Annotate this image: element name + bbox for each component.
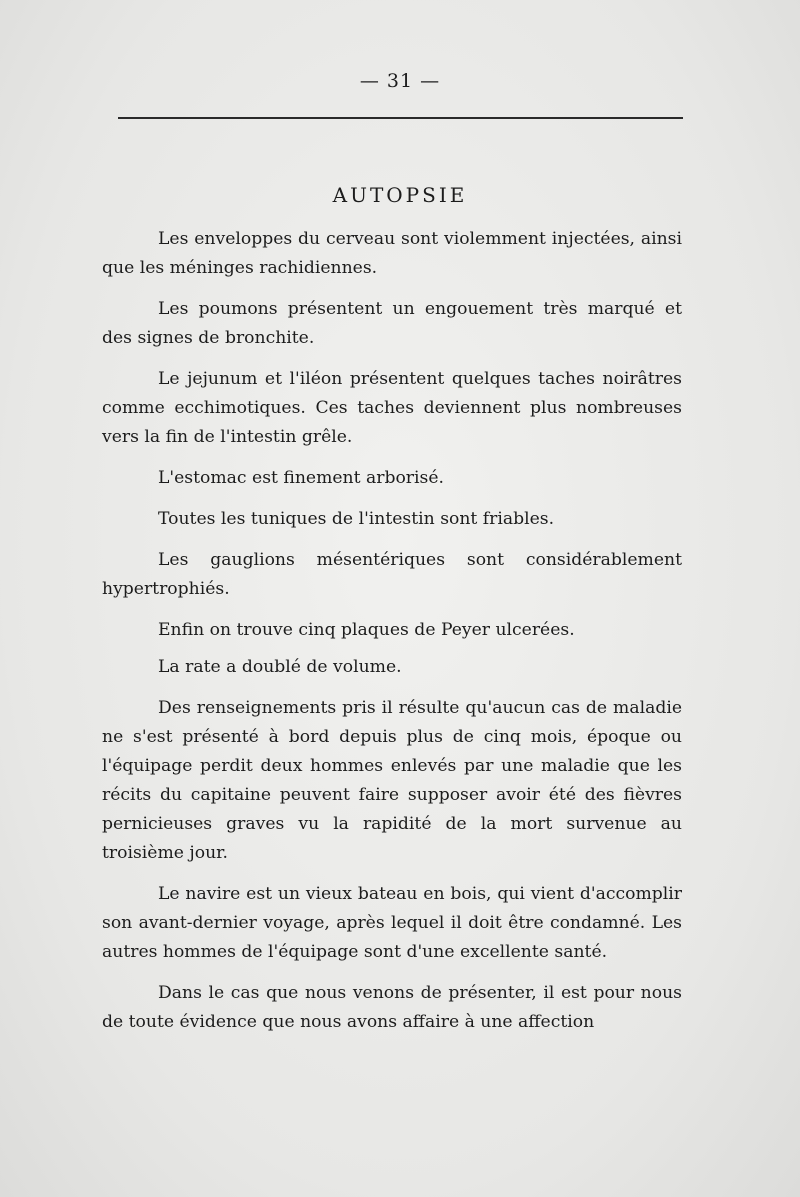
paragraph: Des renseignements pris il résulte qu'aucun cas de maladie ne s'est présenté à bord depuis plus de cinq mois, époque ou l'équipage perdit deux hommes enlevés par une maladie que les récits du capitaine peuvent faire supposer avoir été des fièvres pernicieuses graves vu la rapidité de la mort survenue au troisième jour. — [102, 698, 682, 863]
paragraph: L'estomac est finement arborisé. — [158, 468, 444, 488]
page-number: — 31 — — [359, 70, 441, 92]
paragraph: Enfin on trouve cinq plaques de Peyer ulcerées. — [158, 620, 575, 640]
paragraph: Le jejunum et l'iléon présentent quelques taches noirâtres comme ecchimotiques. Ces taches deviennent plus nombreuses vers la fin de l'intestin grêle. — [102, 369, 682, 447]
body-text — [102, 225, 682, 1049]
paragraph: Le navire est un vieux bateau en bois, qui vient d'accomplir son avant-dernier voyage, après lequel il doit être condamné. Les autres hommes de l'équipage sont d'une excellente santé. — [102, 884, 682, 962]
paragraph: Dans le cas que nous venons de présenter, il est pour nous de toute évidence que nous avons affaire à une affection — [102, 983, 682, 1032]
section-title: AUTOPSIE — [332, 183, 468, 208]
paragraph: Les gauglions mésentériques sont considérablement hypertrophiés. — [102, 550, 682, 599]
paragraph: Les poumons présentent un engouement très marqué et des signes de bronchite. — [102, 299, 682, 348]
paragraph: La rate a doublé de volume. — [158, 657, 402, 677]
header-rule — [118, 117, 683, 119]
paragraph: Toutes les tuniques de l'intestin sont friables. — [158, 509, 555, 529]
paragraph: Les enveloppes du cerveau sont violemment injectées, ainsi que les méninges rachidiennes. — [102, 229, 682, 278]
